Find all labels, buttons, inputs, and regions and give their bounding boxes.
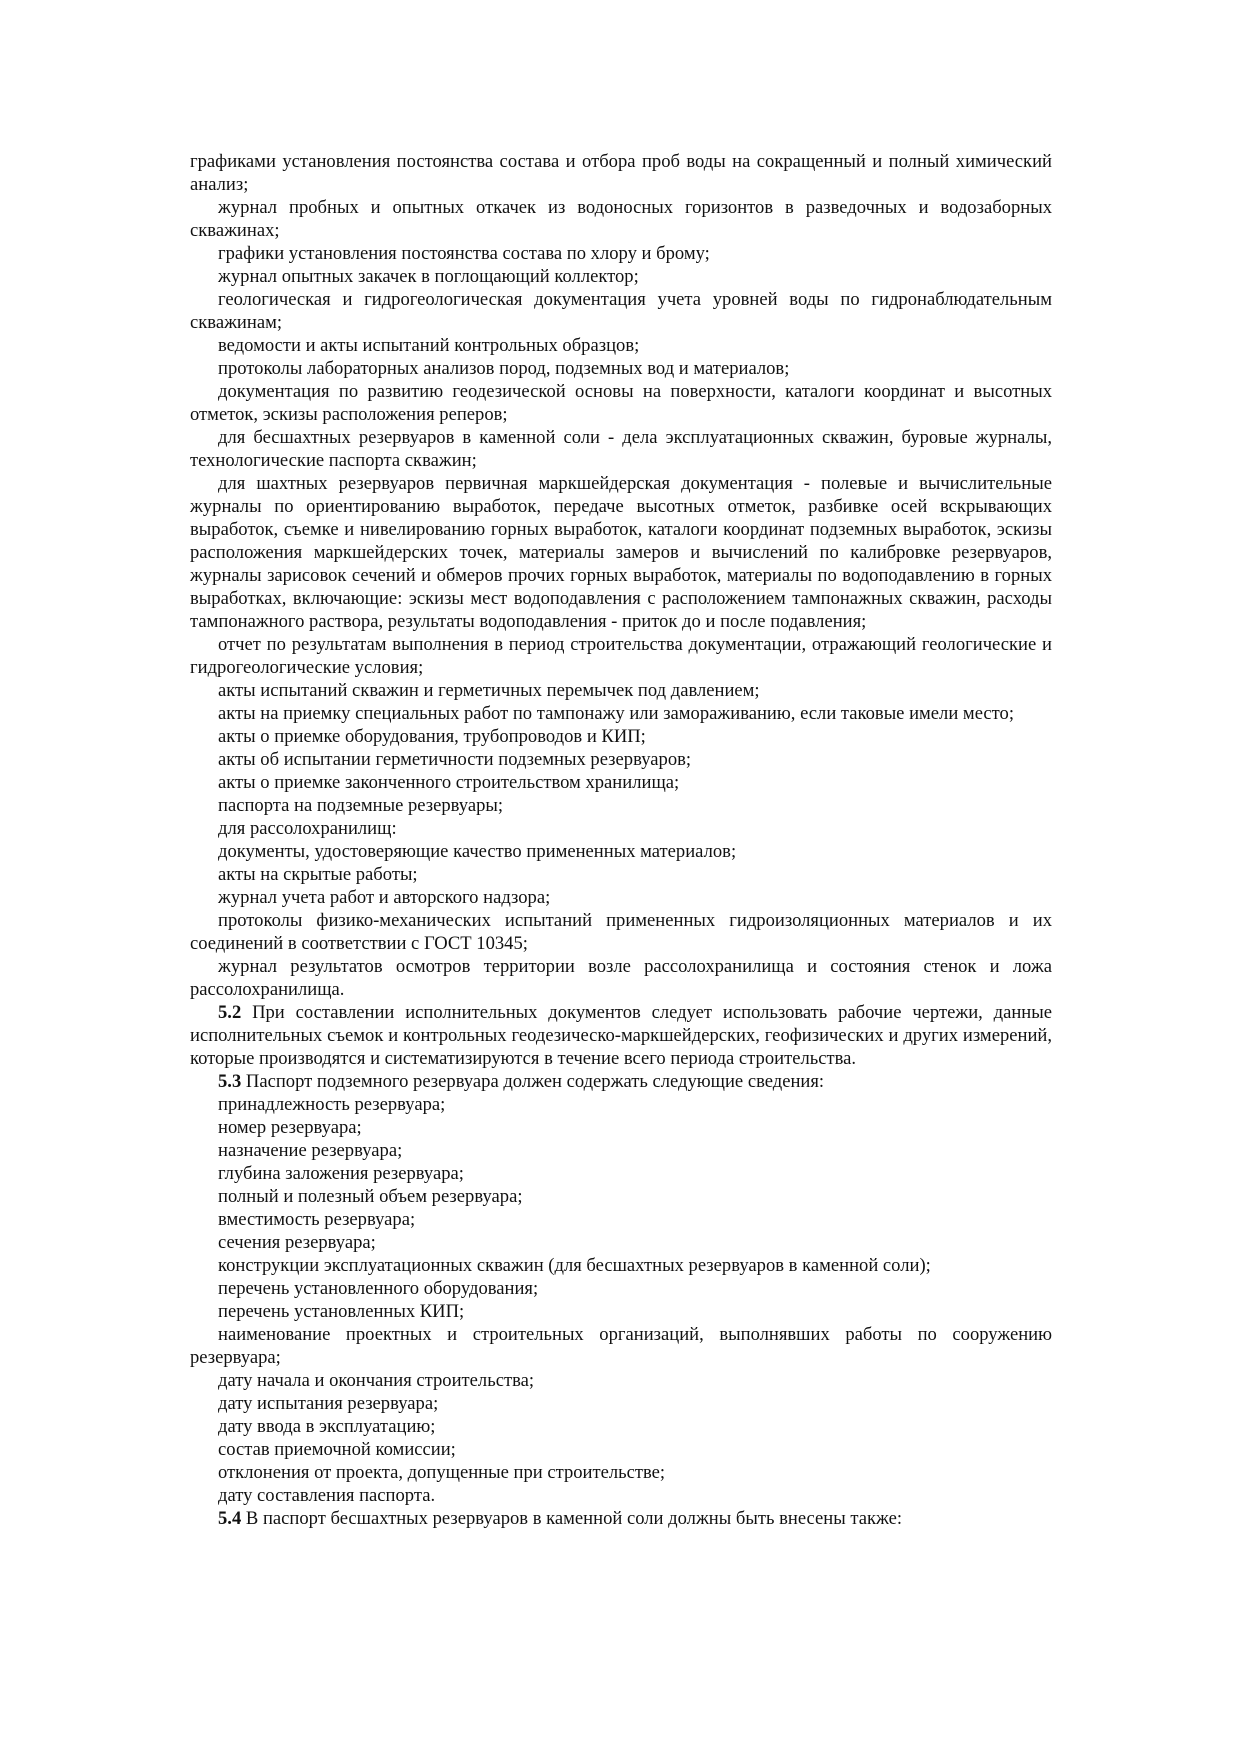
list-item	[190, 702, 1052, 725]
paragraph-text: наименование проектных и строительных организаций, выполнявших работы по сооружению резервуара;	[190, 1324, 1052, 1368]
paragraph-text: протоколы физико-механических испытаний примененных гидроизоляционных материалов и их соединений в соответствии с ГОСТ 10345;	[190, 910, 1052, 954]
list-item	[190, 150, 1052, 196]
section-number: 5.4	[218, 1508, 242, 1529]
paragraph-text: Паспорт подземного резервуара должен содержать следующие сведения:	[241, 1071, 825, 1092]
list-item	[190, 1461, 1052, 1484]
paragraph-text: акты о приемке оборудования, трубопроводов и КИП;	[218, 726, 646, 747]
paragraph-text: акты на скрытые работы;	[218, 864, 418, 885]
list-item	[190, 288, 1052, 334]
list-item	[190, 1277, 1052, 1300]
paragraph-text: журнал опытных закачек в поглощающий коллектор;	[218, 266, 639, 287]
paragraph-text: документация по развитию геодезической основы на поверхности, каталоги координат и высотных отметок, эскизы расположения реперов;	[190, 381, 1052, 425]
paragraph-text: дату начала и окончания строительства;	[218, 1370, 535, 1391]
list-item	[190, 380, 1052, 426]
paragraph-text: дату испытания резервуара;	[218, 1393, 439, 1414]
paragraph-text: сечения резервуара;	[218, 1232, 376, 1253]
paragraph-text: полный и полезный объем резервуара;	[218, 1186, 523, 1207]
paragraph-text: номер резервуара;	[218, 1117, 362, 1138]
paragraph-text: протоколы лабораторных анализов пород, подземных вод и материалов;	[218, 358, 790, 379]
list-item	[190, 426, 1052, 472]
paragraph-text: отчет по результатам выполнения в период строительства документации, отражающий геологические и гидрогеологические условия;	[190, 634, 1052, 678]
paragraph-text: перечень установленных КИП;	[218, 1301, 465, 1322]
paragraph-text: журнал пробных и опытных откачек из водоносных горизонтов в разведочных и водозаборных скважинах;	[190, 197, 1052, 241]
list-item	[190, 817, 1052, 840]
document-page	[190, 150, 1052, 1530]
paragraph-text: При составлении исполнительных документов следует использовать рабочие чертежи, данные исполнительных съемок и контрольных геодезическо-маркшейдерских, геофизических и других измерений, которые производятся и систематизируются в течение всего периода строительства.	[190, 1002, 1052, 1069]
paragraph-text: графиками установления постоянства состава и отбора проб воды на сокращенный и полный химический анализ;	[190, 151, 1052, 195]
paragraph-text: дату ввода в эксплуатацию;	[218, 1416, 436, 1437]
list-item	[190, 265, 1052, 288]
list-item	[190, 771, 1052, 794]
list-item	[190, 633, 1052, 679]
paragraph-text: ведомости и акты испытаний контрольных образцов;	[218, 335, 640, 356]
section-number: 5.3	[218, 1071, 242, 1092]
list-item	[190, 1438, 1052, 1461]
paragraph-text: акты испытаний скважин и герметичных перемычек под давлением;	[218, 680, 760, 701]
list-item	[190, 863, 1052, 886]
list-item	[190, 196, 1052, 242]
section-paragraph-5-4	[190, 1507, 1052, 1530]
list-item	[190, 725, 1052, 748]
list-item	[190, 1116, 1052, 1139]
paragraph-text: для бесшахтных резервуаров в каменной соли - дела эксплуатационных скважин, буровые журналы, технологические паспорта скважин;	[190, 427, 1052, 471]
list-item	[190, 1392, 1052, 1415]
list-item	[190, 1323, 1052, 1369]
list-item	[190, 242, 1052, 265]
paragraph-text: назначение резервуара;	[218, 1140, 403, 1161]
list-item	[190, 1415, 1052, 1438]
list-item	[190, 1254, 1052, 1277]
list-item	[190, 679, 1052, 702]
list-item	[190, 1369, 1052, 1392]
list-item	[190, 886, 1052, 909]
paragraph-text: отклонения от проекта, допущенные при строительстве;	[218, 1462, 666, 1483]
paragraph-text: В паспорт бесшахтных резервуаров в каменной соли должны быть внесены также:	[241, 1508, 903, 1529]
section-number: 5.2	[218, 1002, 242, 1023]
paragraph-text: акты об испытании герметичности подземных резервуаров;	[218, 749, 692, 770]
section-paragraph-5-2	[190, 1001, 1052, 1070]
list-item	[190, 1093, 1052, 1116]
paragraph-text: состав приемочной комиссии;	[218, 1439, 456, 1460]
list-item	[190, 472, 1052, 633]
list-item	[190, 1484, 1052, 1507]
list-item	[190, 1139, 1052, 1162]
paragraph-text: геологическая и гидрогеологическая документация учета уровней воды по гидронаблюдательным скважинам;	[190, 289, 1052, 333]
list-item	[190, 1231, 1052, 1254]
list-item	[190, 748, 1052, 771]
list-item	[190, 1300, 1052, 1323]
section-paragraph-5-3	[190, 1070, 1052, 1093]
paragraph-text: журнал учета работ и авторского надзора;	[218, 887, 551, 908]
paragraph-text: для шахтных резервуаров первичная маркшейдерская документация - полевые и вычислительные журналы по ориентированию выработок, передаче высотных отметок, разбивке осей вскрывающих выработок, съемке и нивелированию горных выработок, каталоги координат подземных выработок, эскизы расположения маркшейдерских точек, материалы замеров и вычислений по калибровке резервуаров, журналы зарисовок сечений и обмеров прочих горных выработок, материалы по водоподавлению в горных выработках, включающие: эскизы мест водоподавления с расположением тампонажных скважин, расходы тампонажного раствора, результаты водоподавления - приток до и после подавления;	[190, 473, 1052, 632]
paragraph-text: вместимость резервуара;	[218, 1209, 416, 1230]
list-item	[190, 955, 1052, 1001]
list-item	[190, 909, 1052, 955]
paragraph-text: графики установления постоянства состава по хлору и брому;	[218, 243, 710, 264]
list-item	[190, 1185, 1052, 1208]
list-item	[190, 840, 1052, 863]
paragraph-text: принадлежность резервуара;	[218, 1094, 446, 1115]
paragraph-text: журнал результатов осмотров территории возле рассолохранилища и состояния стенок и ложа рассолохранилища.	[190, 956, 1052, 1000]
list-item	[190, 794, 1052, 817]
paragraph-text: акты о приемке законченного строительством хранилища;	[218, 772, 680, 793]
paragraph-text: глубина заложения резервуара;	[218, 1163, 464, 1184]
paragraph-text: паспорта на подземные резервуары;	[218, 795, 504, 816]
list-item	[190, 334, 1052, 357]
list-item	[190, 1208, 1052, 1231]
paragraph-text: дату составления паспорта.	[218, 1485, 436, 1506]
paragraph-text: для рассолохранилищ:	[218, 818, 397, 839]
paragraph-text: перечень установленного оборудования;	[218, 1278, 539, 1299]
paragraph-text: акты на приемку специальных работ по тампонажу или замораживанию, если таковые имели место;	[218, 703, 1015, 724]
paragraph-text: конструкции эксплуатационных скважин (для бесшахтных резервуаров в каменной соли);	[218, 1255, 931, 1276]
paragraph-text: документы, удостоверяющие качество примененных материалов;	[218, 841, 737, 862]
list-item	[190, 1162, 1052, 1185]
list-item	[190, 357, 1052, 380]
